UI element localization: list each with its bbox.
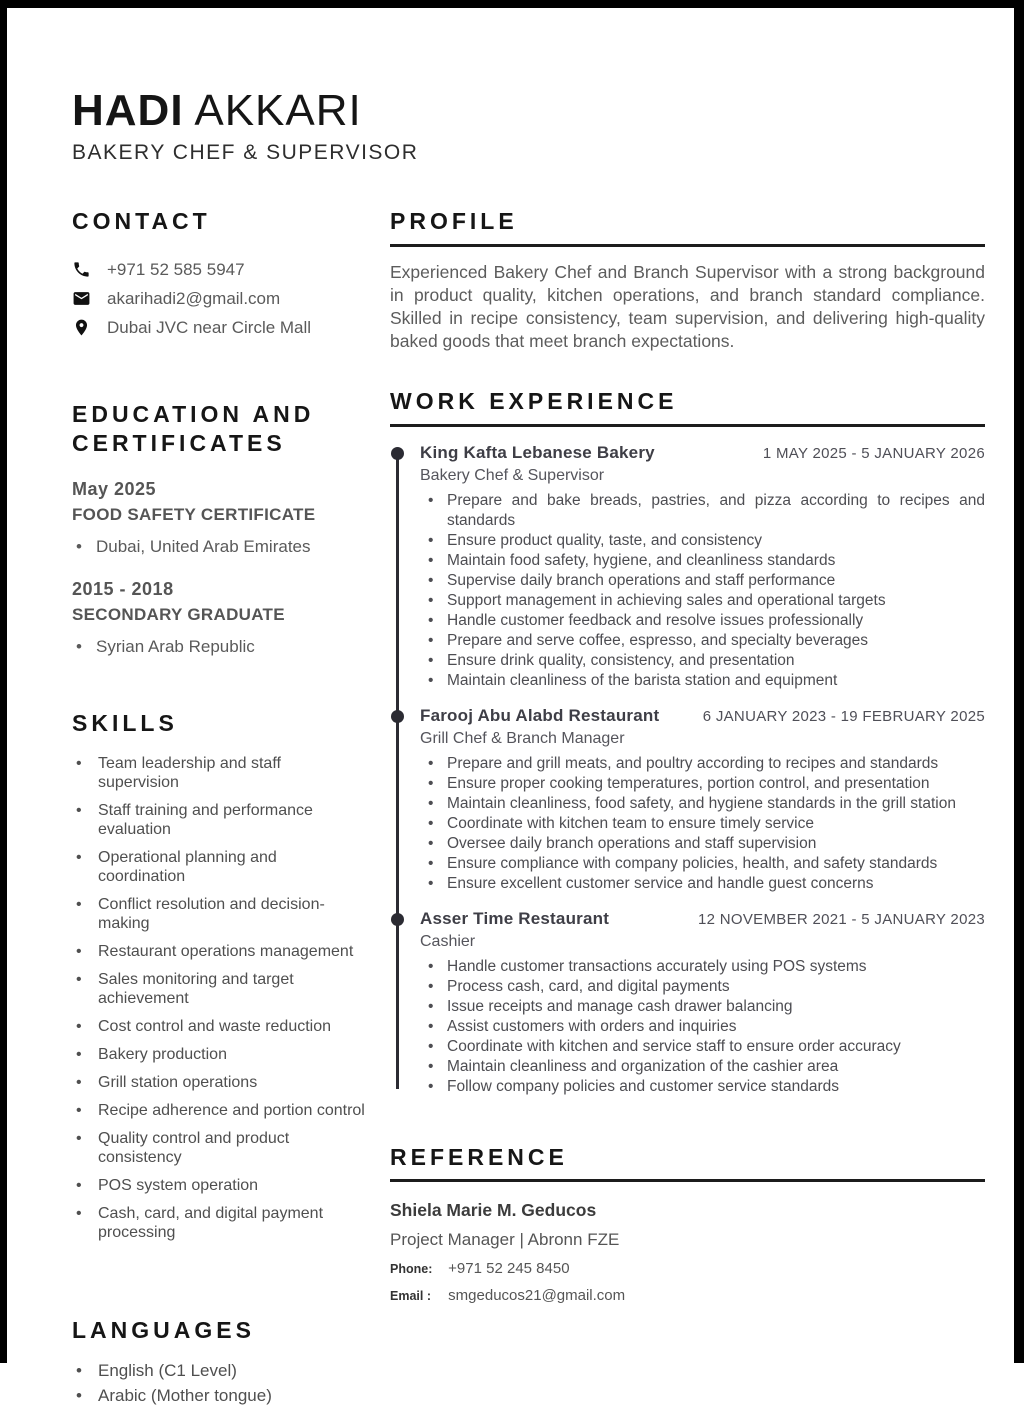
skills-heading: SKILLS [72, 710, 178, 737]
job-entry [390, 706, 985, 894]
job-bullet: • Prepare and serve coffee, espresso, and specialty beverages [420, 631, 985, 651]
education-title: FOOD SAFETY CERTIFICATE [72, 505, 316, 525]
reference-email: smgeducos21@gmail.com [448, 1287, 626, 1305]
content-columns [65, 207, 985, 1411]
skill-item: • Grill station operations [72, 1073, 366, 1092]
person-name [72, 88, 985, 134]
education-detail: • Syrian Arab Republic [72, 637, 366, 657]
skill-item: • Sales monitoring and target achievement [72, 970, 366, 1008]
skills-list [72, 754, 366, 1242]
job-bullet: • Maintain cleanliness, food safety, and hygiene standards in the grill station [420, 794, 985, 814]
education-detail: • Dubai, United Arab Emirates [72, 537, 366, 557]
languages-list [72, 1361, 366, 1405]
job-bullet: • Supervise daily branch operations and staff performance [420, 571, 985, 591]
job-bullet: • Assist customers with orders and inquiries [420, 1017, 985, 1037]
job-bullet: • Prepare and bake breads, pastries, and pizza according to recipes and standards [420, 491, 985, 531]
job-bullet: • Issue receipts and manage cash drawer balancing [420, 997, 985, 1017]
job-company: Farooj Abu Alabd Restaurant [420, 705, 660, 725]
contact-phone-row [72, 260, 366, 280]
person-job-title: BAKERY CHEF & SUPERVISOR [72, 141, 419, 165]
reference-rule [390, 1179, 985, 1182]
job-header [420, 706, 985, 726]
location-text: Dubai JVC near Circle Mall [107, 317, 312, 337]
skill-item: • Conflict resolution and decision-making [72, 895, 366, 933]
profile-section [390, 207, 985, 353]
timeline-dot-icon [391, 913, 404, 926]
skills-section [72, 709, 366, 1242]
contact-section [72, 207, 366, 338]
job-bullets [420, 491, 985, 691]
contact-items [72, 260, 366, 338]
jobs-timeline [390, 443, 985, 1097]
job-bullet: • Maintain cleanliness of the barista station and equipment [420, 671, 985, 691]
left-column [65, 207, 390, 1411]
skill-item: • POS system operation [72, 1176, 366, 1195]
education-heading: EDUCATION AND CERTIFICATES [72, 400, 315, 456]
education-entries [72, 479, 366, 657]
job-role: Bakery Chef & Supervisor [420, 466, 605, 484]
job-bullet: • Coordinate with kitchen and service staff to ensure order accuracy [420, 1037, 985, 1057]
job-bullet: • Ensure drink quality, consistency, and presentation [420, 651, 985, 671]
job-role: Grill Chef & Branch Manager [420, 729, 625, 747]
job-bullet: • Ensure excellent customer service and handle guest concerns [420, 874, 985, 894]
language-item: • English (C1 Level) [72, 1361, 366, 1380]
contact-location-row [72, 318, 366, 338]
contact-heading: CONTACT [72, 208, 211, 235]
job-header [420, 909, 985, 929]
work-experience-rule [390, 424, 985, 427]
reference-heading: REFERENCE [390, 1143, 568, 1170]
job-bullet: • Prepare and grill meats, and poultry according to recipes and standards [420, 754, 985, 774]
job-bullet: • Ensure compliance with company policies, health, and safety standards [420, 854, 985, 874]
reference-phone: +971 52 245 8450 [448, 1260, 570, 1278]
reference-phone-row [390, 1260, 985, 1277]
skill-item: • Recipe adherence and portion control [72, 1101, 366, 1120]
skill-item: • Staff training and performance evaluation [72, 801, 366, 839]
reference-name: Shiela Marie M. Geducos [390, 1200, 597, 1221]
job-bullet: • Coordinate with kitchen team to ensure timely service [420, 814, 985, 834]
job-bullet: • Handle customer feedback and resolve issues professionally [420, 611, 985, 631]
job-bullet: • Process cash, card, and digital payments [420, 977, 985, 997]
languages-section [72, 1316, 366, 1405]
skill-item: • Quality control and product consistency [72, 1129, 366, 1167]
job-dates: 1 MAY 2025 - 5 JANUARY 2026 [762, 444, 985, 462]
job-header [420, 443, 985, 463]
job-company: King Kafta Lebanese Bakery [420, 442, 655, 462]
job-dates: 6 JANUARY 2023 - 19 FEBRUARY 2025 [702, 707, 985, 725]
reference-phone-label: Phone: [390, 1262, 433, 1277]
profile-rule [390, 244, 985, 247]
job-entry [390, 443, 985, 691]
education-title: SECONDARY GRADUATE [72, 605, 285, 625]
right-column [390, 207, 985, 1411]
job-bullet: • Support management in achieving sales and operational targets [420, 591, 985, 611]
phone-icon [72, 260, 91, 279]
education-date: May 2025 [72, 479, 157, 500]
timeline-dot-icon [391, 710, 404, 723]
header [72, 88, 985, 165]
skill-item: • Team leadership and staff supervision [72, 754, 366, 792]
skill-item: • Restaurant operations management [72, 942, 366, 961]
education-entry [72, 579, 366, 657]
job-company: Asser Time Restaurant [420, 908, 610, 928]
reference-title: Project Manager | Abronn FZE [390, 1230, 620, 1250]
profile-text: Experienced Bakery Chef and Branch Supervisor with a strong background in product quality, kitchen operations, and branch standard compliance. Skilled in recipe consistency, team supervision, and delivering high-quality baked goods that meet branch expectations. [390, 261, 985, 351]
job-bullet: • Maintain food safety, hygiene, and cleanliness standards [420, 551, 985, 571]
education-date: 2015 - 2018 [72, 579, 174, 600]
job-bullets [420, 754, 985, 894]
email-address: akarihadi2@gmail.com [107, 288, 281, 308]
location-icon [72, 318, 91, 337]
job-role: Cashier [420, 932, 476, 950]
contact-email-row [72, 289, 366, 309]
job-bullet: • Maintain cleanliness and organization of the cashier area [420, 1057, 985, 1077]
education-entry [72, 479, 366, 557]
job-bullets [420, 957, 985, 1097]
job-bullet: • Ensure product quality, taste, and consistency [420, 531, 985, 551]
reference-email-row [390, 1287, 985, 1304]
skill-item: • Cost control and waste reduction [72, 1017, 366, 1036]
profile-heading: PROFILE [390, 208, 518, 235]
reference-section [390, 1143, 985, 1305]
job-bullet: • Oversee daily branch operations and staff supervision [420, 834, 985, 854]
language-item: • Arabic (Mother tongue) [72, 1386, 366, 1405]
reference-email-label: Email : [390, 1289, 431, 1304]
education-section [72, 400, 366, 658]
skill-item: • Cash, card, and digital payment processing [72, 1204, 366, 1242]
job-bullet: • Ensure proper cooking temperatures, portion control, and presentation [420, 774, 985, 794]
person-first-name: HADI [72, 86, 184, 135]
phone-number: +971 52 585 5947 [107, 259, 245, 279]
skill-item: • Operational planning and coordination [72, 848, 366, 886]
job-entry [390, 909, 985, 1097]
job-dates: 12 NOVEMBER 2021 - 5 JANUARY 2023 [698, 910, 985, 928]
timeline-dot-icon [391, 447, 404, 460]
work-experience-section [390, 387, 985, 1097]
work-experience-heading: WORK EXPERIENCE [390, 387, 678, 414]
skill-item: • Bakery production [72, 1045, 366, 1064]
person-last-name: AKKARI [194, 86, 362, 135]
email-icon [72, 289, 91, 308]
job-bullet: • Handle customer transactions accurately using POS systems [420, 957, 985, 977]
job-bullet: • Follow company policies and customer service standards [420, 1077, 985, 1097]
languages-heading: LANGUAGES [72, 1317, 255, 1344]
